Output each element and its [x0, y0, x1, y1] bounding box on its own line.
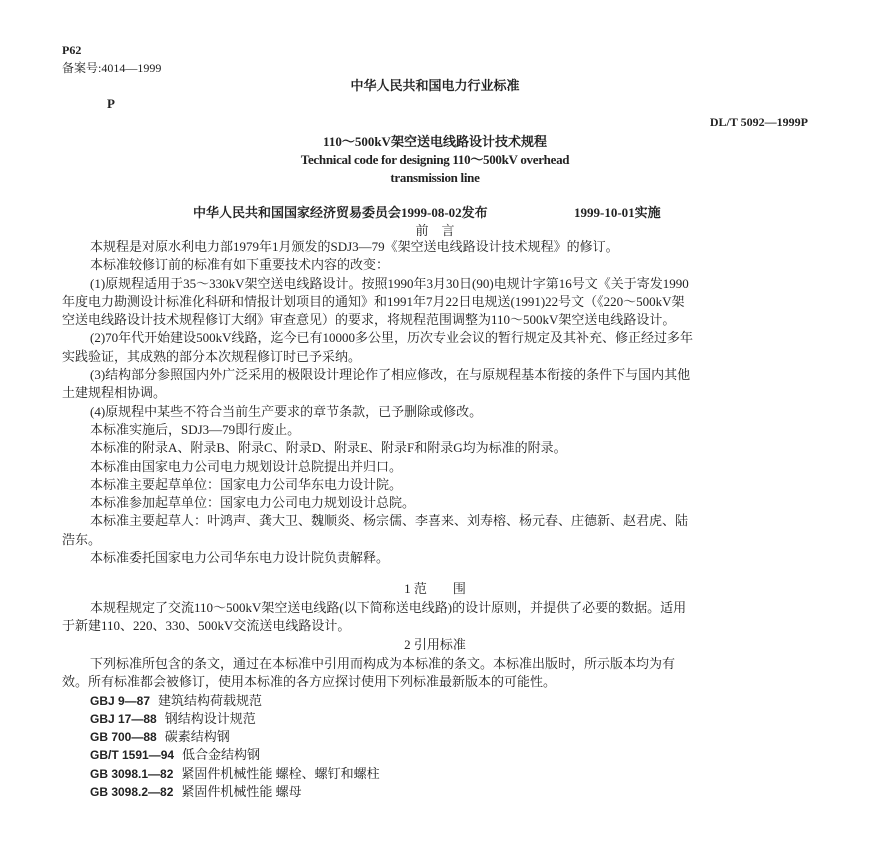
text-line: 本标准主要起草单位：国家电力公司华东电力设计院。	[90, 476, 403, 492]
text-line: 实践验证，其成熟的部分本次规程修订时已予采纳。	[62, 348, 362, 364]
reference-item	[62, 765, 812, 783]
text-line: 土建规程相协调。	[62, 385, 167, 401]
reference-item	[62, 710, 812, 728]
text-line: 下列标准所包含的条文，通过在本标准中引用而构成为本标准的条文。本标准出版时，所示版本均为有	[90, 656, 676, 671]
reference-name: 建筑结构荷载规范	[158, 692, 263, 708]
text-line: (2)70年代开始建设500kV线路，迄今已有10000多公里，历次专业会议的暂行规定及其补充、修正经过多年	[90, 330, 694, 346]
reference-item	[62, 746, 812, 764]
text-line: 效。所有标准都会被修订，使用本标准的各方应探讨使用下列标准最新版本的可能性。	[62, 674, 557, 690]
industry-title: 中华人民共和国电力行业标准	[350, 78, 520, 93]
reference-code: GBJ 17—88	[90, 711, 157, 726]
p-mark: P	[107, 96, 115, 111]
text-line: 本标准较修订前的标准有如下重要技术内容的改变：	[90, 257, 390, 273]
text-line: 本标准实施后，SDJ3—79即行废止。	[90, 421, 301, 437]
page-number: P62	[62, 43, 82, 57]
reference-name: 紧固件机械性能 螺栓、螺钉和螺柱	[181, 765, 380, 781]
section-2-body	[62, 655, 812, 801]
title-en-1: Technical code for designing 110～500kV overhead	[300, 152, 570, 167]
text-line: 空送电线路设计技术规程修订大纲》审查意见）的要求，将规程范围调整为110～500kV架空送电线路设计。	[62, 312, 676, 328]
text-line: (1)原规程适用于35～330kV架空送电线路设计。按照1990年3月30日(90)电规计字第16号文《关于寄发1990	[90, 275, 689, 291]
text-line: 本标准的附录A、附录B、附录C、附录D、附录E、附录F和附录G均为标准的附录。	[90, 440, 567, 456]
text-line: 年度电力勘测设计标准化科研和情报计划项目的通知》和1991年7月22日电规送(1991)22号文（《220～500kV架	[62, 293, 685, 309]
reference-item	[62, 692, 812, 710]
text-line: (4)原规程中某些不符合当前生产要求的章节条款，已予删除或修改。	[90, 403, 483, 419]
text-line: 于新建110、220、330、500kV交流送电线路设计。	[62, 618, 351, 634]
reference-code: GB 700—88	[90, 730, 157, 745]
reference-name: 紧固件机械性能 螺母	[181, 784, 302, 800]
standard-code: DL/T 5092—1999P	[709, 115, 808, 129]
record-number: 备案号:4014—1999	[62, 61, 162, 75]
reference-name: 碳素结构钢	[164, 729, 230, 745]
text-line: 本规程规定了交流110～500kV架空送电线路(以下简称送电线路)的设计原则，并提供了必要的数据。适用	[90, 600, 687, 615]
reference-code: GB/T 1591—94	[90, 748, 175, 763]
effective-date: 1999-10-01实施	[574, 205, 661, 220]
text-line: 本标准由国家电力公司电力规划设计总院提出并归口。	[90, 458, 403, 474]
section-1-heading: 1 范 围	[404, 581, 466, 596]
foreword-body	[62, 238, 812, 567]
title-cn: 110～500kV架空送电线路设计技术规程	[323, 134, 547, 149]
text-line: 浩东。	[62, 531, 102, 547]
text-line: 本标准主要起草人：叶鸿声、龚大卫、魏顺炎、杨宗儒、李喜来、刘寿榕、杨元春、庄德新、赵君虎、陆	[90, 513, 689, 529]
reference-item	[62, 728, 812, 746]
text-line: 本标准参加起草单位：国家电力公司电力规划设计总院。	[90, 495, 416, 511]
reference-item	[62, 783, 812, 801]
foreword-heading: 前 言	[415, 223, 455, 238]
section-2-heading: 2 引用标准	[404, 637, 466, 652]
text-line: 本规程是对原水利电力部1979年1月颁发的SDJ3—79《架空送电线路设计技术规程》的修订。	[90, 239, 619, 254]
reference-code: GB 3098.2—82	[90, 785, 174, 800]
issuer: 中华人民共和国国家经济贸易委员会1999-08-02发布	[193, 205, 488, 220]
title-en-2: transmission line	[390, 170, 480, 185]
reference-name: 钢结构设计规范	[164, 710, 256, 726]
reference-code: GB 3098.1—82	[90, 766, 174, 781]
text-line: 本标准委托国家电力公司华东电力设计院负责解释。	[90, 550, 390, 566]
reference-name: 低合金结构钢	[182, 747, 261, 763]
reference-code: GBJ 9—87	[90, 693, 151, 708]
text-line: (3)结构部分参照国内外广泛采用的极限设计理论作了相应修改，在与原规程基本衔接的条件下与国内其他	[90, 367, 691, 383]
section-1-body	[62, 599, 812, 636]
